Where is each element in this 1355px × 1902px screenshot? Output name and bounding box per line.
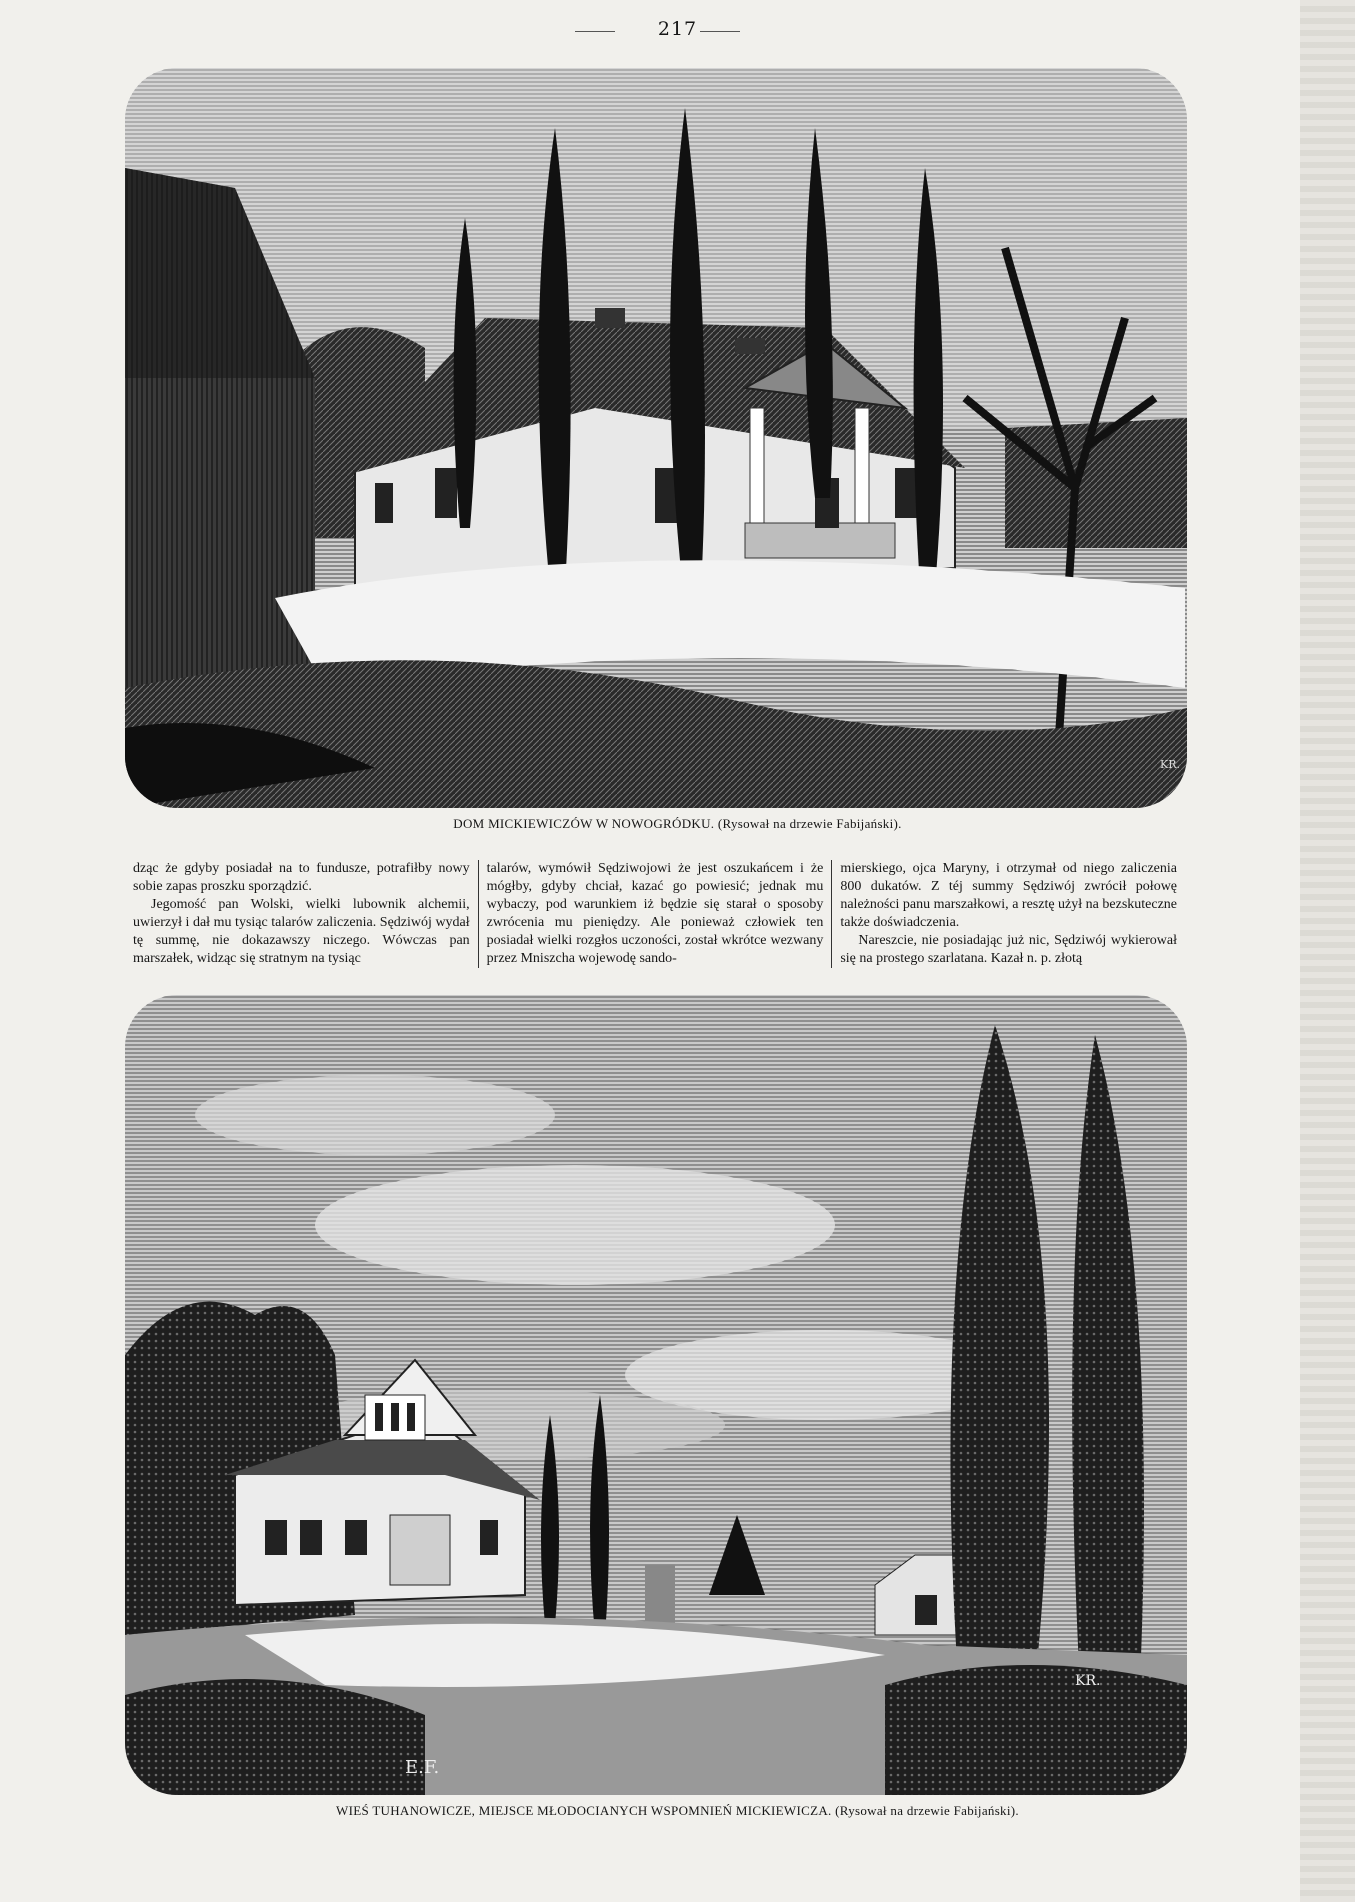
column-2 <box>478 860 832 968</box>
engraver-mark-bottom-left: E.F. <box>405 1757 440 1778</box>
column-3-paragraph-2: Nareszcie, nie posiadając już nic, Sędziwój wykierował się na prostego szarlatana. Kazał n. p. złotą <box>840 933 1178 966</box>
caption-top <box>0 816 1355 832</box>
column-1 <box>125 860 478 968</box>
column-3-paragraph-1: mierskiego, ojca Maryny, i otrzymał od niego zaliczenia 800 dukatów. Z téj summy Sędziwój zwrócił połowę należności panu marszałkowi, a resztę użył na bezskuteczne także doświadczenia. <box>840 861 1178 930</box>
caption-bottom-title: WIEŚ TUHANOWICZE, MIEJSCE MŁODOCIANYCH WSPOMNIEŃ MICKIEWICZA. <box>336 1803 832 1818</box>
engraving-tuhanowicze-village <box>125 995 1187 1795</box>
adjacent-page-bleed <box>1300 0 1355 1902</box>
column-1-paragraph-1: dząc że gdyby posiadał na to fundusze, potrafiłby nowy sobie zapas proszku sporządzić. <box>133 861 470 894</box>
article-columns <box>125 860 1185 968</box>
caption-bottom <box>0 1803 1355 1819</box>
header-rule-right <box>700 31 740 32</box>
engraver-mark-top: KR. <box>1160 758 1180 771</box>
caption-top-credit: (Rysował na drzewie Fabijański). <box>717 816 902 831</box>
engraver-mark-bottom-right: KR. <box>1075 1673 1101 1689</box>
page-number: 217 <box>657 18 698 40</box>
caption-bottom-credit: (Rysował na drzewie Fabijański). <box>835 1803 1019 1818</box>
column-1-paragraph-2: Jegomość pan Wolski, wielki lubownik alchemii, uwierzył i dał mu tysiąc talarów zaliczenia. Sędziwój wydał tę summę, nie dokazawszy niczego. Wówczas pan marszałek, widząc się stratnym na tysiąc <box>133 897 470 966</box>
engraving-mickiewicz-house <box>125 68 1187 808</box>
column-3 <box>831 860 1185 968</box>
caption-top-title: DOM MICKIEWICZÓW W NOWOGRÓDKU. <box>453 816 715 831</box>
column-2-paragraph-1: talarów, wymówił Sędziwojowi że jest oszukańcem i że mógłby, gdyby chciał, kazać go powiesić; jednak mu wybaczy, pod warunkiem iż będzie się starał o sposoby zwrócenia mu pieniędzy. Ale ponieważ człowiek ten posiadał wielki rozgłos uczoności, został wkrótce wezwany przez Mniszcha wojewodę sando- <box>486 861 824 966</box>
